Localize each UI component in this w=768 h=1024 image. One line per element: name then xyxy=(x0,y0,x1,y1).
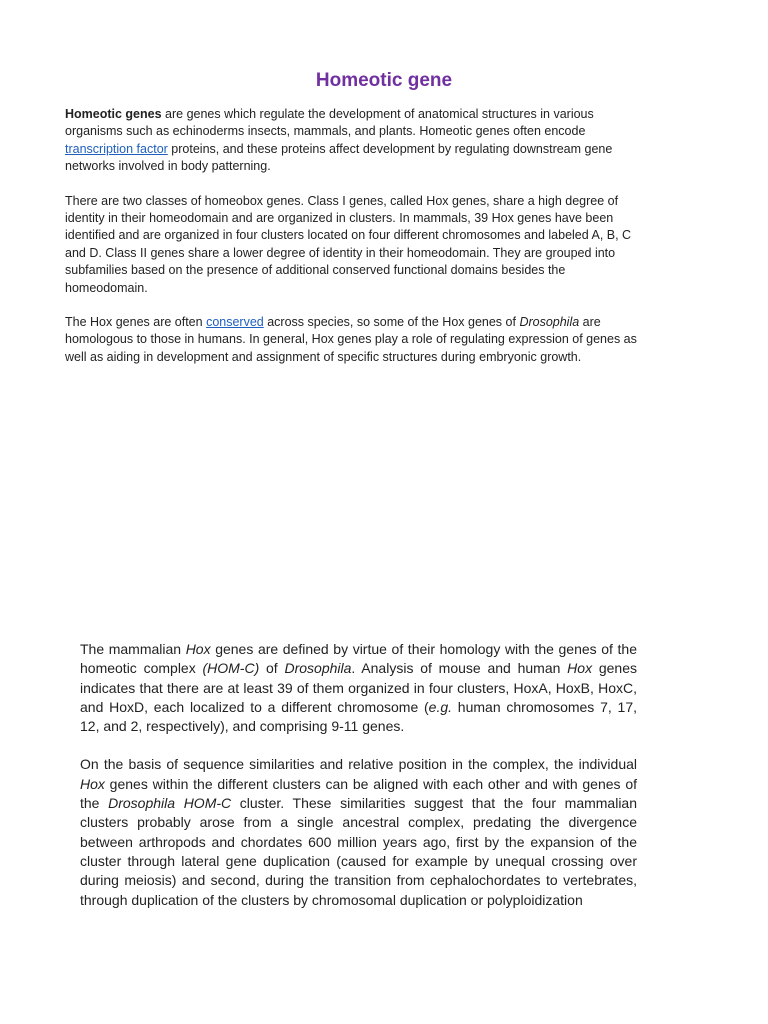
text: of xyxy=(259,660,285,677)
italic-term: (HOM-C) xyxy=(202,660,260,677)
detail-section xyxy=(80,640,637,929)
intro-paragraph-2: There are two classes of homeobox genes. Class I genes, called Hox genes, share a high degree of identity in their homeodomain and are organized in clusters. In mammals, 39 Hox genes have been identified and are organized in four clusters located on four different chromosomes and labeled A, B, C and D. Class II genes share a lower degree of identity in their homeodomain. They are grouped into subfamilies based on the presence of additional conserved functional domains besides the homeodomain. xyxy=(65,193,632,295)
text: proteins, and these proteins affect development by regulating downstream gene networks involved in body patterning. xyxy=(65,141,613,174)
text: across species, so some of the Hox genes of xyxy=(263,315,520,330)
italic-term: Drosophila xyxy=(519,315,580,330)
text: human chromosomes 7, 17, 12, and 2, respectively), and comprising 9-11 genes. xyxy=(80,698,637,735)
italic-term: Drosophila HOM-C xyxy=(108,795,232,812)
text: On the basis of sequence similarities and relative position in the complex, the individual xyxy=(80,756,637,773)
text: The mammalian xyxy=(80,641,186,657)
text: genes within the different clusters can be aligned with each other and with genes of the xyxy=(80,775,637,812)
text: cluster. These similarities suggest that the four mammalian clusters probably arose from a single ancestral complex, predating the divergence between arthropods and chordates 600 million years ago, first by the expansion of the cluster through lateral gene duplication (caused for example by unequal crossing over during meiosis) and second, during the transition from cephalochordates to vertebrates, through duplication of the clusters by chromosomal duplication or polyploidization xyxy=(80,795,638,908)
intro-paragraph-3 xyxy=(65,314,640,366)
italic-term: Hox xyxy=(185,641,211,657)
text: genes indicates that there are at least 39 of them organized in four clusters, HoxA, HoxB, HoxC, and HoxD, each localized to a different chromosome ( xyxy=(80,660,637,715)
italic-term: e.g. xyxy=(428,698,453,715)
text: The Hox genes are often xyxy=(65,315,207,330)
conserved-link[interactable]: conserved xyxy=(206,315,264,330)
intro-paragraph-1 xyxy=(65,106,640,176)
text: are genes which regulate the development of anatomical structures in various organisms such as echinoderms insects, mammals, and plants. Homeotic genes often encode xyxy=(65,107,594,139)
transcription-factor-link[interactable]: transcription factor xyxy=(65,141,168,156)
detail-paragraph-2 xyxy=(80,755,637,909)
term-homeotic-genes: Homeotic genes xyxy=(65,107,162,121)
italic-term: Drosophila xyxy=(284,660,352,677)
italic-term: Hox xyxy=(567,660,593,677)
detail-paragraph-1 xyxy=(80,640,637,736)
page-title: Homeotic gene xyxy=(315,70,453,91)
intro-section xyxy=(65,106,640,383)
text: are homologous to those in humans. In general, Hox genes play a role of regulating expression of genes as well as aiding in development and assignment of specific structures during embryonic growth. xyxy=(65,315,637,364)
italic-term: Hox xyxy=(80,775,105,792)
text: genes are defined by virtue of their homology with the genes of the homeotic complex xyxy=(80,641,637,677)
text: . Analysis of mouse and human xyxy=(351,660,568,677)
